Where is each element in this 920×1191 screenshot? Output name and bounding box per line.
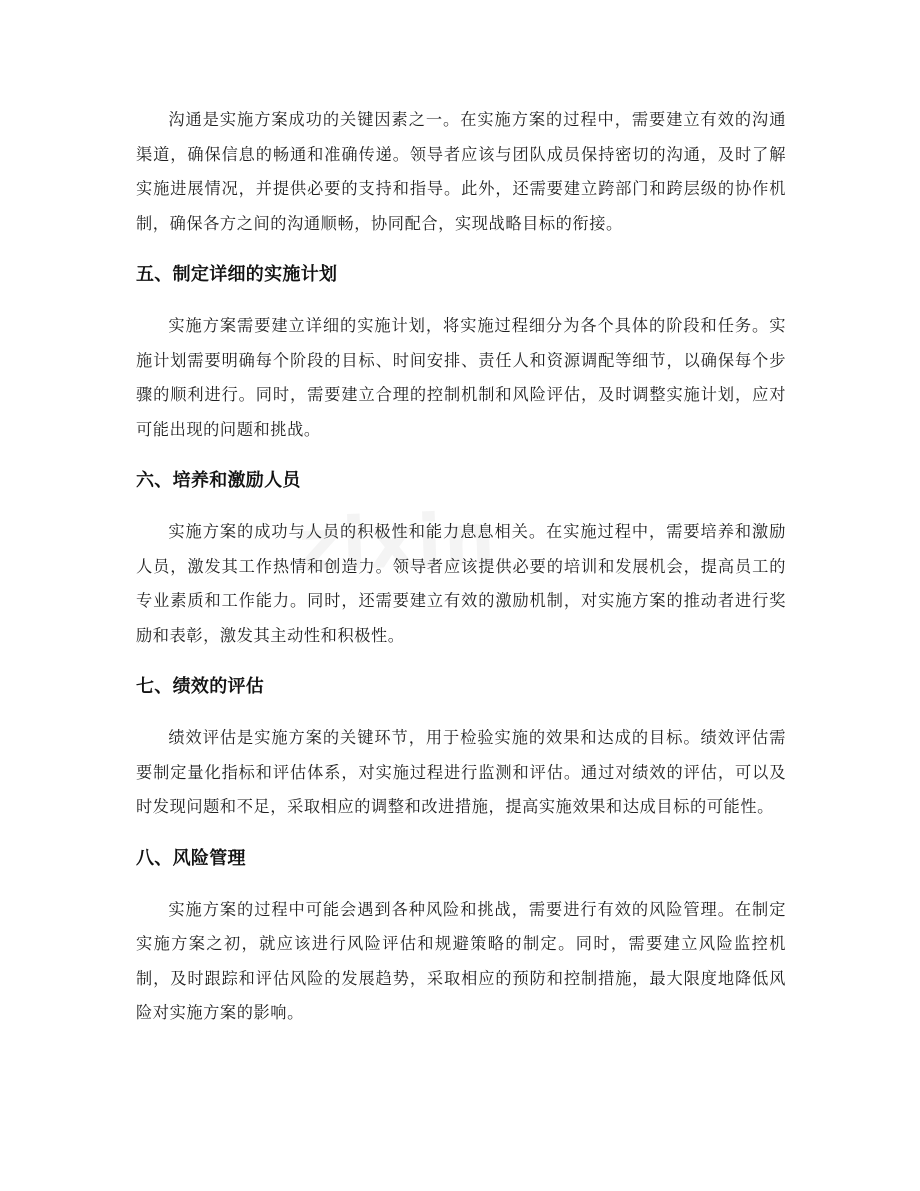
paragraph-section-7: 绩效评估是实施方案的关键环节，用于检验实施的效果和达成的目标。绩效评估需要制定量化指标和评估体系，对实施过程进行监测和评估。通过对绩效的评估，可以及时发现问题和不足，采取相应的调整和改进措施，提高实施效果和达成目标的可能性。	[136, 728, 786, 816]
section-heading-7: 七、绩效的评估	[136, 676, 265, 697]
paragraph-communication: 沟通是实施方案成功的关键因素之一。在实施方案的过程中，需要建立有效的沟通渠道，确保信息的畅通和准确传递。领导者应该与团队成员保持密切的沟通，及时了解实施进展情况，并提供必要的支持和指导。此外，还需要建立跨部门和跨层级的协作机制，确保各方之间的沟通顺畅，协同配合，实现战略目标的衔接。	[136, 110, 786, 233]
document-body	[136, 103, 786, 1031]
section-heading-6: 六、培养和激励人员	[136, 470, 301, 491]
paragraph-section-6: 实施方案的成功与人员的积极性和能力息息相关。在实施过程中，需要培养和激励人员，激发其工作热情和创造力。领导者应该提供必要的培训和发展机会，提高员工的专业素质和工作能力。同时，还需要建立有效的激励机制，对实施方案的推动者进行奖励和表彰，激发其主动性和积极性。	[136, 522, 786, 645]
section-heading-5: 五、制定详细的实施计划	[136, 264, 338, 285]
section-heading-8: 八、风险管理	[136, 847, 246, 869]
paragraph-section-8: 实施方案的过程中可能会遇到各种风险和挑战，需要进行有效的风险管理。在制定实施方案之初，就应该进行风险评估和规避策略的制定。同时，需要建立风险监控机制，及时跟踪和评估风险的发展趋势，采取相应的预防和控制措施，最大限度地降低风险对实施方案的影响。	[136, 899, 786, 1022]
paragraph-section-5: 实施方案需要建立详细的实施计划，将实施过程细分为各个具体的阶段和任务。实施计划需要明确每个阶段的目标、时间安排、责任人和资源调配等细节，以确保每个步骤的顺利进行。同时，需要建立合理的控制机制和风险评估，及时调整实施计划，应对可能出现的问题和挑战。	[136, 316, 786, 439]
